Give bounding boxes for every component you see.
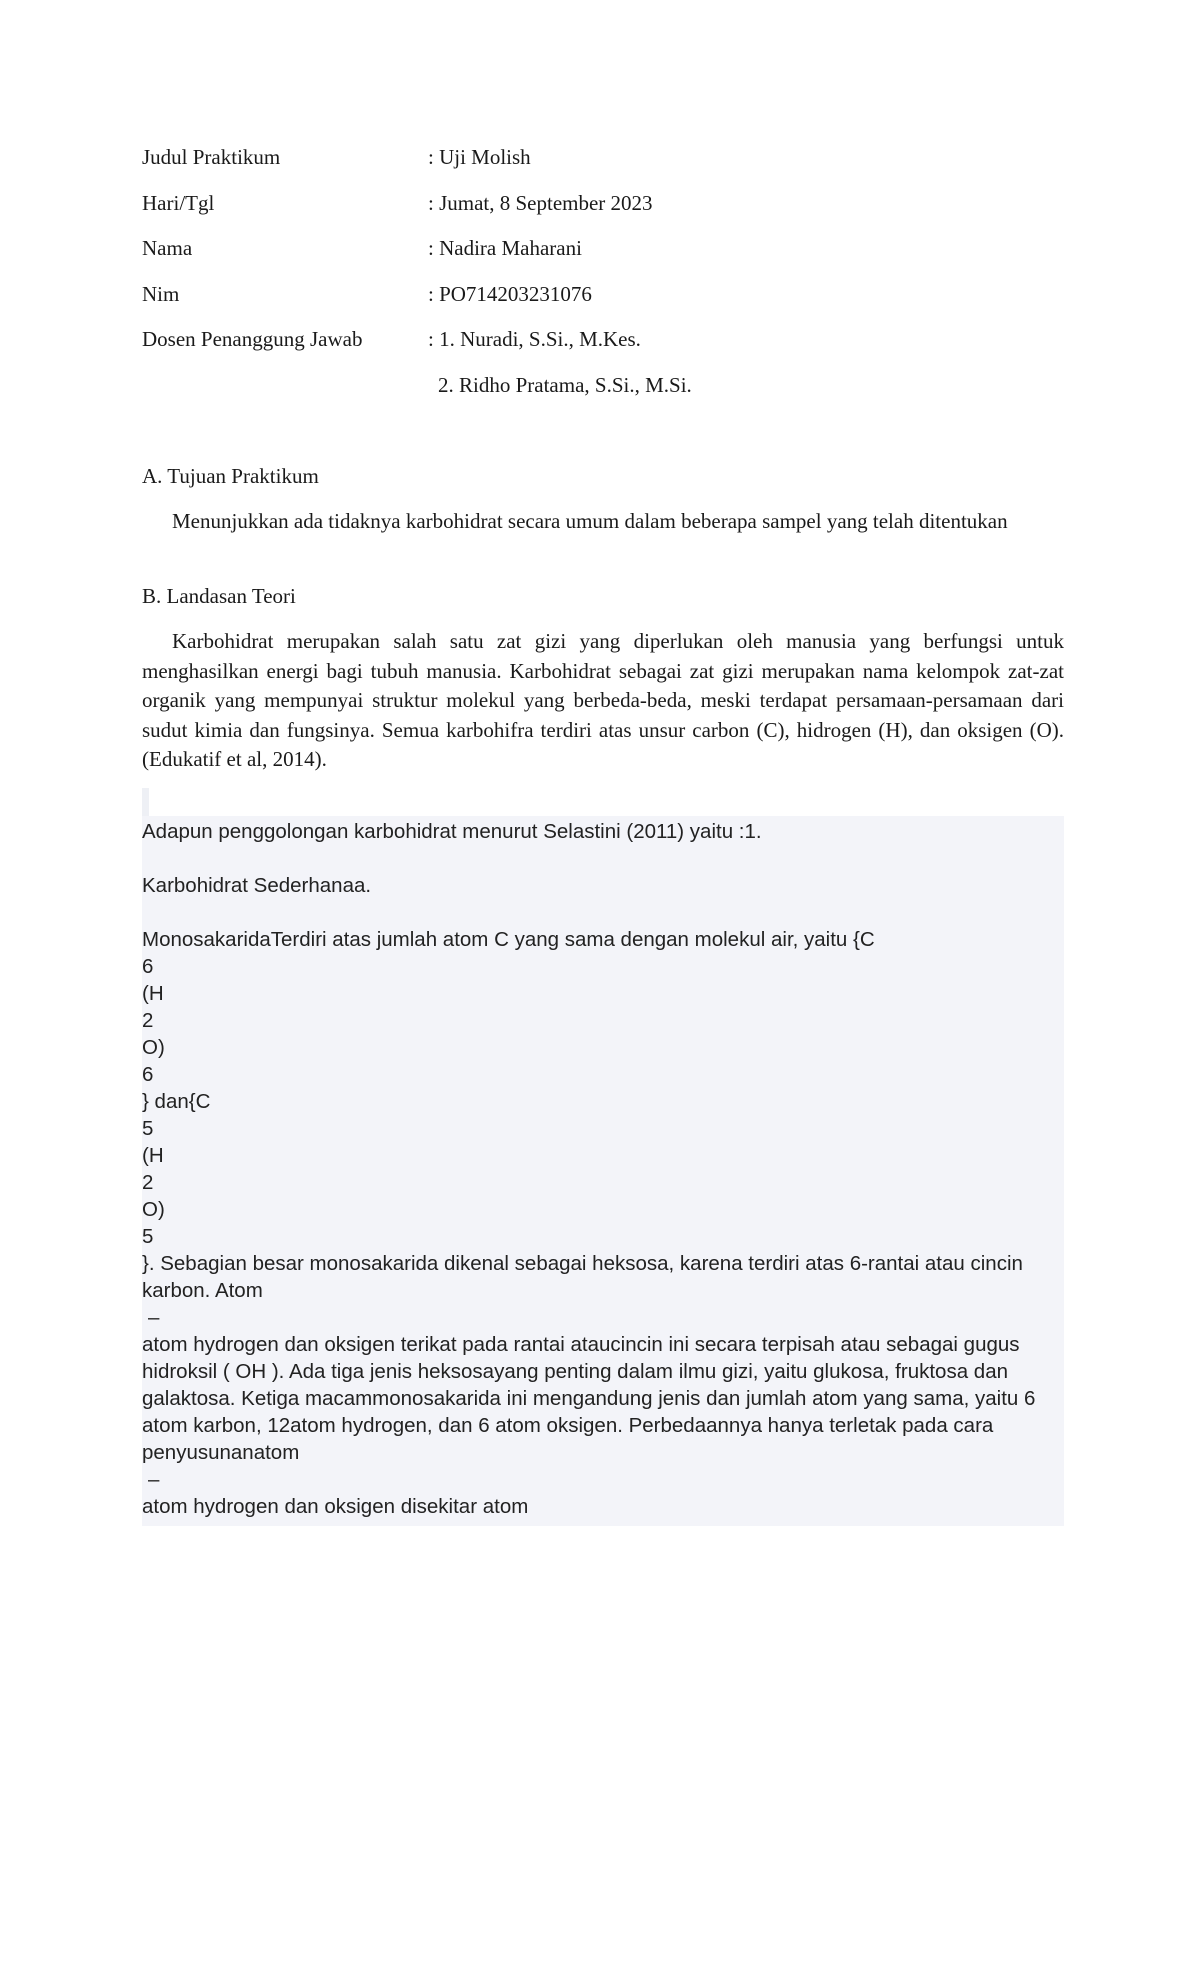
highlight-paragraph-3: atom hydrogen dan oksigen disekitar atom: [142, 1495, 529, 1518]
info-label: Nama: [142, 236, 193, 260]
info-label: Dosen Penanggung Jawab: [142, 327, 363, 351]
highlight-subheading: Karbohidrat Sederhanaa.: [142, 874, 372, 897]
info-value: : Uji Molish: [428, 145, 531, 169]
formula-line: 5: [142, 1225, 154, 1248]
formula-line: 2: [142, 1171, 154, 1194]
section-a-heading: A. Tujuan Praktikum: [142, 464, 319, 488]
highlight-subheading-wrap: [142, 872, 1064, 899]
info-label: Hari/Tgl: [142, 190, 215, 215]
info-value: : PO714203231076: [428, 281, 592, 306]
formula-line: O): [142, 1198, 165, 1221]
formula-line: 5: [142, 1117, 154, 1140]
highlight-marker: [142, 788, 149, 816]
info-value: 2. Ridho Pratama, S.Si., M.Si.: [438, 372, 692, 397]
info-value: : Jumat, 8 September 2023: [428, 190, 653, 215]
info-label: Judul Praktikum: [142, 145, 281, 169]
formula-line: } dan{C: [142, 1090, 211, 1113]
highlight-paragraph-2: atom hydrogen dan oksigen terikat pada rantai ataucincin ini secara terpisah atau sebagai gugus hidroksil ( OH ). Ada tiga jenis heksosayang penting dalam ilmu gizi, yaitu glukosa, fruktosa dan galaktosa. Ketiga macammonosakarida ini mengandung jenis dan jumlah atom yang sama, yaitu 6 atom karbon, 12atom hydrogen, dan 6 atom oksigen. Perbedaannya hanya terletak pada cara penyusunanatom: [142, 1333, 1036, 1464]
formula-line: 6: [142, 955, 154, 978]
dash-mark: –: [148, 1468, 160, 1491]
dash-mark: –: [148, 1306, 160, 1329]
info-value: : 1. Nuradi, S.Si., M.Kes.: [428, 327, 641, 351]
highlight-intro-line: Adapun penggolongan karbohidrat menurut Selastini (2011) yaitu :1.: [142, 820, 762, 843]
formula-line: MonosakaridaTerdiri atas jumlah atom C yang sama dengan molekul air, yaitu {C: [142, 928, 875, 951]
info-label: Nim: [142, 281, 180, 306]
formula-line: 2: [142, 1009, 154, 1032]
highlight-body: [142, 926, 1064, 1520]
highlight-intro: [142, 818, 1064, 845]
highlight-paragraph-1: }. Sebagian besar monosakarida dikenal sebagai heksosa, karena terdiri atas 6-rantai atau cincin karbon. Atom: [142, 1252, 1023, 1302]
info-value: : Nadira Maharani: [428, 236, 582, 260]
formula-line: 6: [142, 1063, 154, 1086]
formula-line: O): [142, 1036, 165, 1059]
section-a-text: Menunjukkan ada tidaknya karbohidrat secara umum dalam beberapa sampel yang telah ditentukan: [172, 509, 1008, 533]
section-b-text: Karbohidrat merupakan salah satu zat gizi yang diperlukan oleh manusia yang berfungsi untuk menghasilkan energi bagi tubuh manusia. Karbohidrat sebagai zat gizi merupakan nama kelompok zat-zat organik yang mempunyai struktur molekul yang berbeda-beda, meski terdapat persamaan-persamaan dari sudut kimia dan fungsinya. Semua karbohifra terdiri atas unsur carbon (C), hidrogen (H), dan oksigen (O). (Edukatif et al, 2014).: [142, 629, 1064, 771]
formula-line: (H: [142, 982, 164, 1005]
section-b-heading: B. Landasan Teori: [142, 584, 296, 608]
formula-line: (H: [142, 1144, 164, 1167]
